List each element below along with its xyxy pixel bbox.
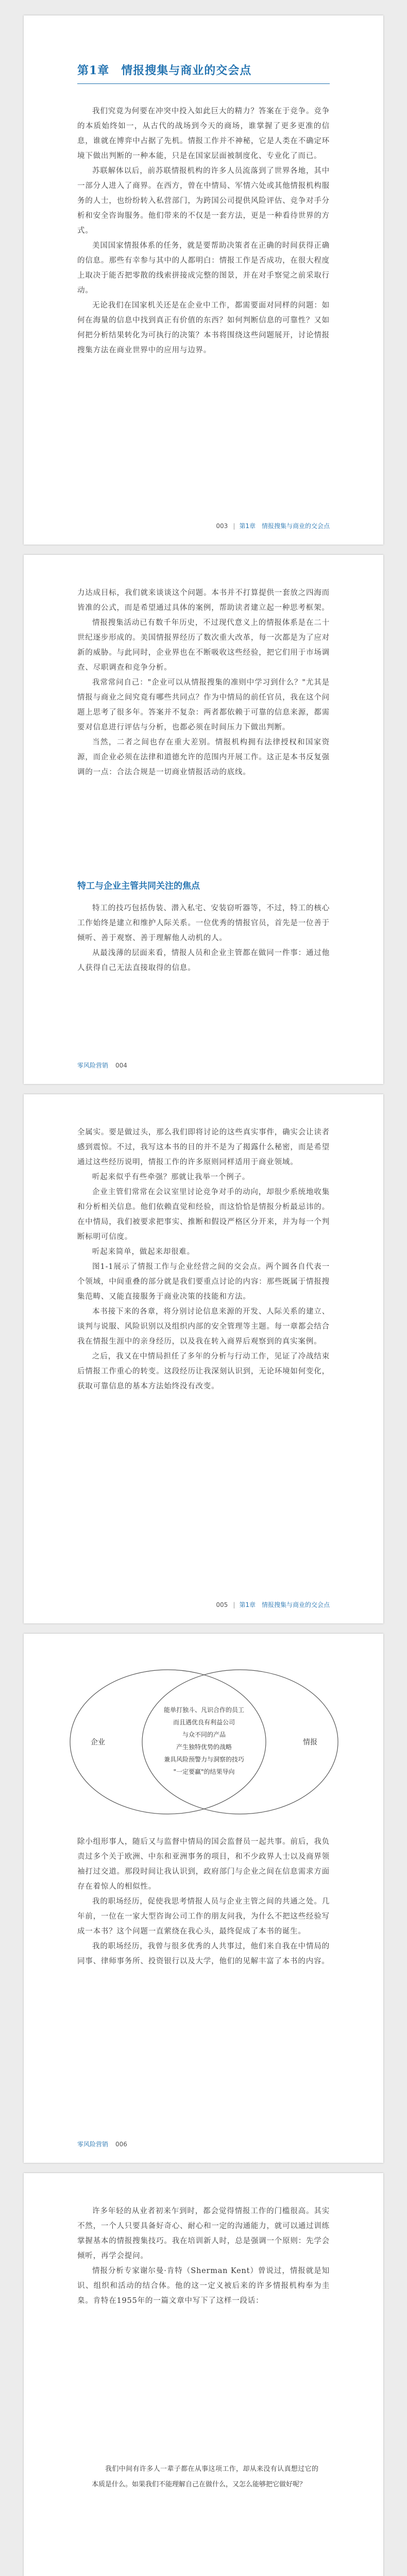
paragraph: 苏联解体以后，前苏联情报机构的许多人员流落到了世界各地，其中一部分人进入了商界。在西方，曾在中情局、军情六处或其他情报机构服务的人士，也纷纷转入私营部门，为跨国公司提供风险评估、竞争对手分析和安全咨询服务。他们带来的不仅是一套方法，更是一种看待世界的方式。: [77, 167, 330, 235]
page-number: 004: [115, 1062, 127, 1069]
paragraph: 本书接下来的各章，将分别讨论信息来源的开发、人际关系的建立、谈判与说服、风险识别以及组织内部的安全管理等主题。每一章都会结合我在情报生涯中的亲身经历，以及我在转入商界后观察到的真实案例。: [77, 1308, 330, 1346]
book-page-2: [24, 555, 383, 1084]
paragraph: 情报搜集活动已有数千年历史，不过现代意义上的情报体系是在二十世纪逐步形成的。美国情报界经历了数次重大改革，每一次都是为了应对新的威胁。与此同时，企业界也在不断吸收这些经验，把它们用于市场调查、尽职调查和竞争分析。: [77, 619, 330, 672]
paragraph: 特工的技巧包括伪装、潜入私宅、安装窃听器等，不过，特工的核心工作始终是建立和维护人际关系。一位优秀的情报官员，首先是一位善于倾听、善于观察、善于理解他人动机的人。: [77, 904, 330, 942]
chapter-title-rule: [77, 83, 330, 84]
book-page-4: [24, 1634, 383, 2163]
chapter-title: 第1章 情报搜集与商业的交会点: [77, 64, 252, 77]
running-header: 第1章 情报搜集与商业的交会点: [239, 1601, 330, 1608]
paragraph: 图1-1展示了情报工作与企业经营之间的交会点。两个圆各自代表一个领域，中间重叠的部分就是我们要重点讨论的内容：那些既属于情报搜集范畴、又能直接服务于商业决策的技能和方法。: [77, 1263, 330, 1301]
venn-center-line: 兼具风险预警力与洞察的技巧: [163, 1756, 245, 1763]
page4-body: [77, 1835, 330, 1969]
paragraph: 美国国家情报体系的任务，就是要帮助决策者在正确的时间获得正确的信息。那些有幸参与其中的人都明白：情报工作是否成功，在很大程度上取决于能否把零散的线索拼接成完整的图景，并在对手察觉之前采取行动。: [77, 242, 330, 295]
paragraph: 全属实。要是做过头，那么我们即将讨论的这些真实事件，确实会让读者感到震惊。不过，我写这本书的目的并不是为了揭露什么秘密，而是希望通过这些经历说明，情报工作的许多原则同样适用于商业领域。: [77, 1128, 330, 1166]
page-footer: [216, 1600, 330, 1609]
book-page-5: [24, 2173, 383, 2576]
paragraph: 听起来似乎有些牵强？那就让我举一个例子。: [92, 1173, 250, 1181]
page5-body-top: [77, 2204, 330, 2309]
footer-divider: |: [233, 1601, 235, 1608]
page-number: 003: [216, 522, 228, 530]
venn-center-line: 产生独特优势的战略: [176, 1743, 232, 1751]
page-footer: [77, 1061, 127, 1070]
paragraph: 我的职场经历，促使我思考情报人员与企业主管之间的共通之处。几年前，一位在一家大型咨询公司工作的朋友问我，为什么不把这些经验写成一本书？这个问题一直萦绕在我心头，最终促成了本书的诞生。: [77, 1897, 330, 1936]
paragraph: 无论我们在国家机关还是在企业中工作，都需要面对同样的问题：如何在海量的信息中找到真正有价值的东西？如何判断信息的可靠性？又如何把分析结果转化为可执行的决策？本书将围绕这些问题展开，讨论情报搜集方法在商业世界中的应用与边界。: [77, 301, 330, 354]
venn-center-line: 与众不同的产品: [182, 1731, 226, 1738]
page-footer: [216, 521, 330, 530]
venn-diagram: [65, 1665, 343, 1819]
paragraph: 我的职场经历，我曾与很多优秀的人共事过，他们来自我在中情局的同事、律师事务所、投资银行以及大学，他们的见解丰富了本书的内容。: [77, 1942, 330, 1965]
paragraph: 我们究竟为何要在冲突中投入如此巨大的精力？答案在于竞争。竞争的本质始终如一，从古代的战场到今天的商场，谁掌握了更多更准的信息，谁就在博弈中占据了先机。情报工作并不神秘，它是人类在不确定环境下做出判断的一种本能，只是在国家层面被制度化、专业化了而已。: [77, 107, 330, 160]
paragraph: 情报分析专家谢尔曼·肯特（Sherman Kent）曾说过，情报就是知识、组织和活动的结合体。他的这一定义被后来的许多情报机构奉为圭臬。肯特在1955年的一篇文章中写下了这样一段话：: [77, 2267, 330, 2305]
page3-body: [77, 1125, 330, 1394]
paragraph: 从最浅薄的层面来看，情报人员和企业主管都在做同一件事：通过他人获得自己无法直接取得的信息。: [77, 949, 330, 972]
book-label: 零风险营销: [77, 2141, 109, 2148]
page1-body: [77, 104, 330, 358]
paragraph: 我常常问自己："企业可以从情报搜集的准则中学习到什么？"尤其是情报与商业之间究竟有哪些共同点？作为中情局的前任官员，我在这个问题上思考了很多年。答案并不复杂：两者都依赖于可靠的信息来源，都需要对信息进行评估与分析，也都必须在时间压力下做出判断。: [77, 679, 330, 732]
paragraph: 听起来简单，做起来却很难。: [92, 1248, 195, 1256]
section-heading: 特工与企业主管共同关注的焦点: [77, 881, 200, 891]
paragraph: 当然，二者之间也存在重大差别。情报机构拥有法律授权和国家资源，而企业必须在法律和道德允许的范围内开展工作。这正是本书反复强调的一点：合法合规是一切商业情报活动的底线。: [77, 738, 330, 776]
book-page-1: [24, 15, 383, 545]
venn-center-line: 而且遇优良有利益公司: [173, 1719, 235, 1726]
paragraph: 除小组形事人，随后又与监督中情局的国会监督员一起共事。前后，我负责过多个关于欧洲、中东和亚洲事务的项目，和不少政界人士以及商界领袖打过交道。那段时间让我认识到，政府部门与企业之间在信息需求方面存在着惊人的相似性。: [77, 1838, 330, 1891]
quotation-block: [92, 2462, 318, 2493]
venn-center-line: 能单打独斗、凡识合作的员工: [163, 1706, 245, 1714]
page-footer: [77, 2140, 127, 2148]
page2-body-bottom: [77, 901, 330, 976]
venn-left-label: 企业: [91, 1738, 105, 1747]
venn-right-label: 情报: [303, 1738, 317, 1747]
page2-body-top: [77, 586, 330, 780]
quotation: 我们中间有许多人一辈子都在从事这项工作，却从来没有认真想过它的本质是什么。如果我们不能理解自己在做什么，又怎么能够把它做好呢？: [92, 2465, 318, 2488]
paragraph: 之后，我又在中情局担任了多年的分析与行动工作，见证了冷战结束后情报工作重心的转变。这段经历让我深刻认识到，无论环境如何变化，获取可靠信息的基本方法始终没有改变。: [77, 1352, 330, 1391]
paragraph: 许多年轻的从业者初来乍到时，都会觉得情报工作的门槛很高。其实不然，一个人只要具备好奇心、耐心和一定的沟通能力，就可以通过训练掌握基本的情报搜集技巧。我在培训新人时，总是强调一个原则：先学会倾听，再学会提问。: [77, 2207, 330, 2260]
page-number: 006: [115, 2141, 127, 2148]
book-page-3: [24, 1094, 383, 1623]
paragraph: 力达成目标，我们就来谈谈这个问题。本书并不打算提供一套放之四海而皆准的公式，而是希望通过具体的案例，帮助读者建立起一种思考框架。: [77, 589, 330, 612]
venn-center-line: "一定要赢"的结果导向: [173, 1768, 235, 1775]
footer-divider: |: [233, 522, 235, 530]
page-number: 005: [216, 1601, 228, 1608]
running-header: 第1章 情报搜集与商业的交会点: [239, 522, 330, 530]
book-label: 零风险营销: [77, 1062, 109, 1069]
paragraph: 企业主管们常常在会议室里讨论竞争对手的动向，却很少系统地收集和分析相关信息。他们依赖直觉和经验，而这恰恰是情报分析最忌讳的。在中情局，我们被要求把事实、推断和假设严格区分开来，并为每一个判断标明可信度。: [77, 1188, 330, 1241]
